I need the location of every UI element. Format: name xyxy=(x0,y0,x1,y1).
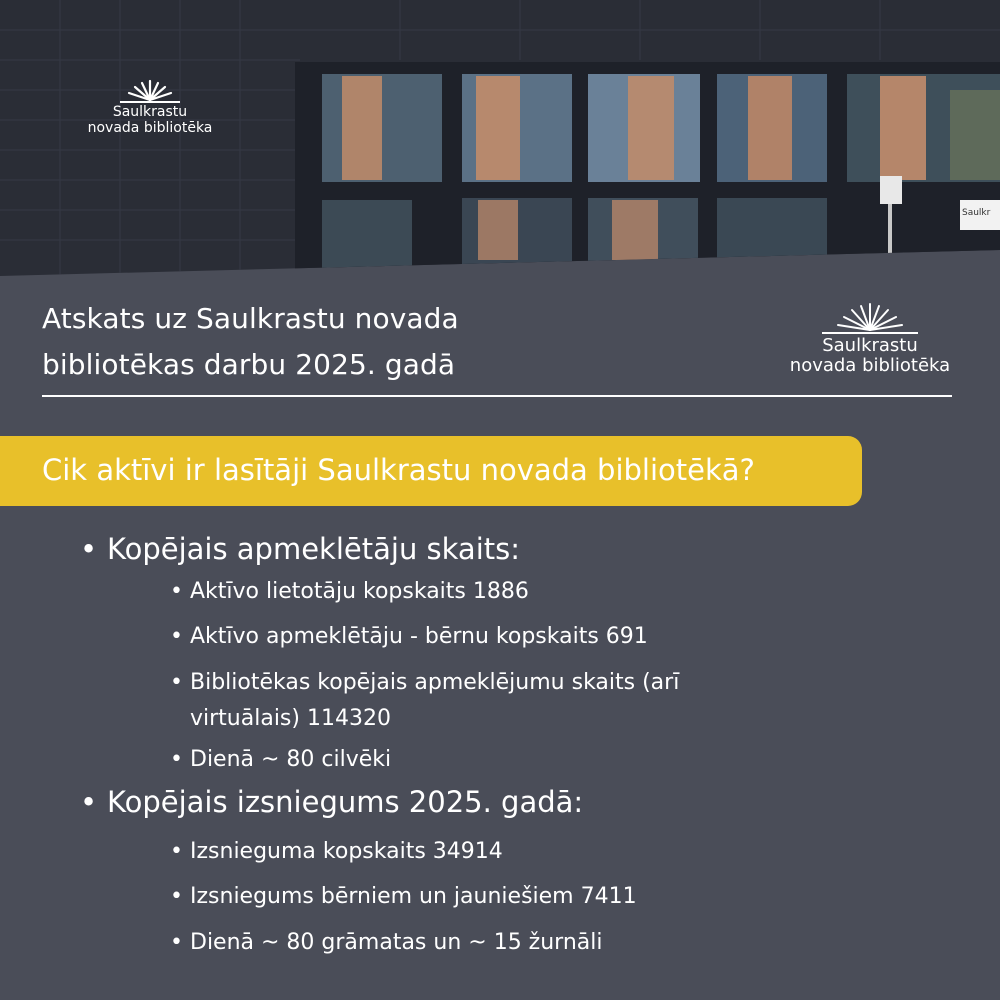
building-sign xyxy=(70,78,230,136)
bullet-icon: • xyxy=(170,839,183,864)
building-sign-line1: Saulkrastu xyxy=(112,104,188,120)
list-item xyxy=(170,742,391,778)
list-item-text: Dienā ~ 80 cilvēki xyxy=(190,747,392,772)
list-item-text: Izsnieguma kopskaits 34914 xyxy=(190,839,503,864)
list-item-text: Aktīvo lietotāju kopskaits 1886 xyxy=(190,579,529,604)
section-heading-text: Kopējais apmeklētāju skaits: xyxy=(107,532,521,566)
building-photo xyxy=(0,0,1000,300)
title-line-1: Atskats uz Saulkrastu novada xyxy=(42,302,459,335)
page-title xyxy=(42,296,602,388)
bullet-icon: • xyxy=(170,930,183,955)
bullet-icon: • xyxy=(170,670,183,695)
door-sign: Saulkr xyxy=(962,208,991,218)
list-item xyxy=(170,574,529,610)
list-item-text: Izsniegums bērniem un jauniešiem 7411 xyxy=(190,884,637,909)
list-item xyxy=(170,619,648,655)
section-heading-text: Kopējais izsniegums 2025. gadā: xyxy=(107,785,584,819)
building-sign-line2: novada bibliotēka xyxy=(87,120,213,136)
title-divider xyxy=(42,395,952,397)
bullet-icon: • xyxy=(170,884,183,909)
list-item-text: Bibliotēkas kopējais apmeklējumu skaits (arī virtuālais) 114320 xyxy=(190,670,680,731)
bullet-icon: • xyxy=(170,579,183,604)
logo-line-2: novada bibliotēka xyxy=(789,355,951,376)
title-line-2: bibliotēkas darbu 2025. gadā xyxy=(42,348,456,381)
sunburst-icon xyxy=(115,78,185,104)
list-item-text: Dienā ~ 80 grāmatas un ~ 15 žurnāli xyxy=(190,930,603,955)
list-item xyxy=(170,665,770,737)
question-banner xyxy=(0,436,862,506)
list-item xyxy=(170,925,602,961)
list-item xyxy=(170,834,503,870)
logo-line-1: Saulkrastu xyxy=(822,335,918,356)
section-heading-visitors xyxy=(80,529,520,569)
bullet-icon: • xyxy=(170,624,183,649)
bullet-icon: • xyxy=(170,747,183,772)
bullet-icon: • xyxy=(80,532,98,566)
list-item xyxy=(170,879,637,915)
question-text: Cik aktīvi ir lasītāji Saulkrastu novada bibliotēkā? xyxy=(42,453,755,487)
list-item-text: Aktīvo apmeklētāju - bērnu kopskaits 691 xyxy=(190,624,648,649)
sunburst-icon xyxy=(820,300,920,336)
library-logo xyxy=(770,300,970,390)
bullet-icon: • xyxy=(80,785,98,819)
section-heading-loans xyxy=(80,782,583,822)
